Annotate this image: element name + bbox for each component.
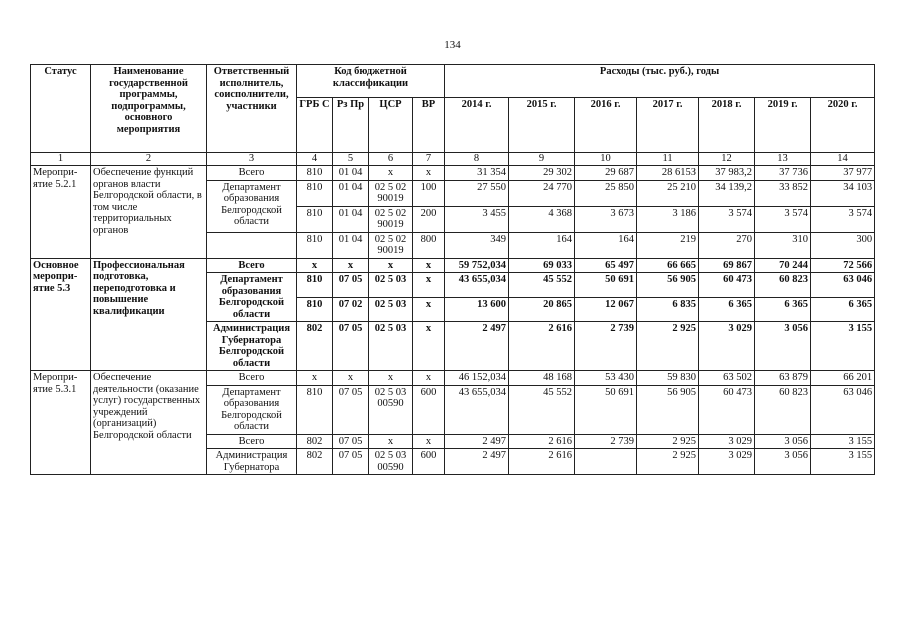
column-number: 5 bbox=[333, 153, 369, 166]
value-cell: 60 823 bbox=[755, 385, 811, 434]
grbs-cell: 810 bbox=[297, 297, 333, 322]
rzpr-cell: 01 04 bbox=[333, 206, 369, 232]
header-year: 2014 г. bbox=[445, 98, 509, 153]
column-number: 12 bbox=[699, 153, 755, 166]
table-row bbox=[31, 371, 875, 386]
csr-cell: 02 5 02 90019 bbox=[369, 206, 413, 232]
rzpr-cell: 07 05 bbox=[333, 434, 369, 449]
grbs-cell: 810 bbox=[297, 166, 333, 181]
header-code-group: Код бюджетной классификации bbox=[297, 65, 445, 98]
value-cell: 56 905 bbox=[637, 273, 699, 298]
header-year: 2017 г. bbox=[637, 98, 699, 153]
grbs-cell: 810 bbox=[297, 273, 333, 298]
vr-cell: 600 bbox=[413, 385, 445, 434]
value-cell: 3 673 bbox=[575, 206, 637, 232]
value-cell: 27 550 bbox=[445, 180, 509, 206]
grbs-cell: 802 bbox=[297, 434, 333, 449]
vr-cell: 600 bbox=[413, 449, 445, 475]
value-cell: 29 302 bbox=[509, 166, 575, 181]
value-cell: 31 354 bbox=[445, 166, 509, 181]
responsible-cell: Администрация Губернатора Белгородской области bbox=[207, 322, 297, 371]
value-cell: 43 655,034 bbox=[445, 385, 509, 434]
column-number: 13 bbox=[755, 153, 811, 166]
value-cell: 70 244 bbox=[755, 258, 811, 273]
value-cell: 50 691 bbox=[575, 273, 637, 298]
value-cell: 164 bbox=[509, 232, 575, 258]
value-cell: 2 616 bbox=[509, 322, 575, 371]
value-cell: 24 770 bbox=[509, 180, 575, 206]
value-cell: 34 139,2 bbox=[699, 180, 755, 206]
value-cell: 53 430 bbox=[575, 371, 637, 386]
column-number: 10 bbox=[575, 153, 637, 166]
rzpr-cell: 07 05 bbox=[333, 385, 369, 434]
csr-cell: х bbox=[369, 258, 413, 273]
value-cell: 3 574 bbox=[811, 206, 875, 232]
value-cell: 63 502 bbox=[699, 371, 755, 386]
value-cell: 2 925 bbox=[637, 449, 699, 475]
value-cell: 63 879 bbox=[755, 371, 811, 386]
header-year: 2016 г. bbox=[575, 98, 637, 153]
responsible-cell: Всего bbox=[207, 258, 297, 273]
value-cell: 34 103 bbox=[811, 180, 875, 206]
grbs-cell: 810 bbox=[297, 206, 333, 232]
value-cell: 2 497 bbox=[445, 434, 509, 449]
responsible-cell: Всего bbox=[207, 434, 297, 449]
value-cell: 60 473 bbox=[699, 385, 755, 434]
value-cell: 60 823 bbox=[755, 273, 811, 298]
value-cell: 69 867 bbox=[699, 258, 755, 273]
status-cell: Меропри-ятие 5.3.1 bbox=[31, 371, 91, 475]
value-cell: 37 983,2 bbox=[699, 166, 755, 181]
value-cell: 219 bbox=[637, 232, 699, 258]
value-cell: 56 905 bbox=[637, 385, 699, 434]
value-cell: 6 365 bbox=[755, 297, 811, 322]
rzpr-cell: 07 05 bbox=[333, 273, 369, 298]
value-cell: 43 655,034 bbox=[445, 273, 509, 298]
vr-cell: х bbox=[413, 166, 445, 181]
value-cell: 2 497 bbox=[445, 322, 509, 371]
value-cell: 48 168 bbox=[509, 371, 575, 386]
value-cell: 59 752,034 bbox=[445, 258, 509, 273]
grbs-cell: 810 bbox=[297, 180, 333, 206]
header-year: 2018 г. bbox=[699, 98, 755, 153]
header-csr: ЦСР bbox=[369, 98, 413, 153]
header-vr: ВР bbox=[413, 98, 445, 153]
vr-cell: 800 bbox=[413, 232, 445, 258]
table-row bbox=[31, 166, 875, 181]
responsible-cell bbox=[207, 232, 297, 258]
rzpr-cell: х bbox=[333, 258, 369, 273]
budget-table bbox=[30, 64, 875, 475]
value-cell: 33 852 bbox=[755, 180, 811, 206]
value-cell: 3 029 bbox=[699, 449, 755, 475]
value-cell: 28 615З bbox=[637, 166, 699, 181]
value-cell: 2 497 bbox=[445, 449, 509, 475]
rzpr-cell: 01 04 bbox=[333, 180, 369, 206]
value-cell: 29 687 bbox=[575, 166, 637, 181]
value-cell: 2 925 bbox=[637, 322, 699, 371]
csr-cell: 02 5 03 bbox=[369, 322, 413, 371]
value-cell: 25 850 bbox=[575, 180, 637, 206]
value-cell: 164 bbox=[575, 232, 637, 258]
value-cell: 6 835 bbox=[637, 297, 699, 322]
value-cell: 13 600 bbox=[445, 297, 509, 322]
value-cell: 3 155 bbox=[811, 434, 875, 449]
value-cell: 37 736 bbox=[755, 166, 811, 181]
grbs-cell: 810 bbox=[297, 232, 333, 258]
vr-cell: х bbox=[413, 273, 445, 298]
responsible-cell: Всего bbox=[207, 371, 297, 386]
table-row bbox=[31, 258, 875, 273]
value-cell: 20 865 bbox=[509, 297, 575, 322]
value-cell: 2 616 bbox=[509, 449, 575, 475]
column-number: 11 bbox=[637, 153, 699, 166]
value-cell: 3 186 bbox=[637, 206, 699, 232]
vr-cell: х bbox=[413, 258, 445, 273]
value-cell: 46 152,034 bbox=[445, 371, 509, 386]
header-expenses-group: Расходы (тыс. руб.), годы bbox=[445, 65, 875, 98]
value-cell: 2 739 bbox=[575, 434, 637, 449]
responsible-cell: Всего bbox=[207, 166, 297, 181]
csr-cell: х bbox=[369, 434, 413, 449]
value-cell: 37 977 bbox=[811, 166, 875, 181]
column-number-row bbox=[31, 153, 875, 166]
vr-cell: 100 bbox=[413, 180, 445, 206]
header-year: 2015 г. bbox=[509, 98, 575, 153]
value-cell: 50 691 bbox=[575, 385, 637, 434]
value-cell: 60 473 bbox=[699, 273, 755, 298]
responsible-cell: Департамент образования Белгородской области bbox=[207, 180, 297, 232]
csr-cell: 02 5 03 00590 bbox=[369, 385, 413, 434]
csr-cell: 02 5 02 90019 bbox=[369, 180, 413, 206]
value-cell: 3 155 bbox=[811, 449, 875, 475]
rzpr-cell: 07 05 bbox=[333, 322, 369, 371]
program-name-cell: Профессиональная подготовка, переподготовка и повышение квалификации bbox=[91, 258, 207, 371]
column-number: 4 bbox=[297, 153, 333, 166]
column-number: 6 bbox=[369, 153, 413, 166]
header-grbs: ГРБ С bbox=[297, 98, 333, 153]
value-cell: 2 616 bbox=[509, 434, 575, 449]
csr-cell: 02 5 03 bbox=[369, 297, 413, 322]
value-cell: 3 029 bbox=[699, 322, 755, 371]
value-cell: 72 566 bbox=[811, 258, 875, 273]
page-number: 134 bbox=[444, 39, 461, 51]
value-cell: 300 bbox=[811, 232, 875, 258]
rzpr-cell: 01 04 bbox=[333, 232, 369, 258]
value-cell: 45 552 bbox=[509, 273, 575, 298]
csr-cell: 02 5 03 bbox=[369, 273, 413, 298]
vr-cell: х bbox=[413, 297, 445, 322]
rzpr-cell: 01 04 bbox=[333, 166, 369, 181]
column-number: 8 bbox=[445, 153, 509, 166]
column-number: 1 bbox=[31, 153, 91, 166]
vr-cell: х bbox=[413, 371, 445, 386]
column-number: 2 bbox=[91, 153, 207, 166]
value-cell: 349 bbox=[445, 232, 509, 258]
status-cell: Меропри-ятие 5.2.1 bbox=[31, 166, 91, 259]
grbs-cell: 802 bbox=[297, 322, 333, 371]
value-cell bbox=[575, 449, 637, 475]
vr-cell: х bbox=[413, 434, 445, 449]
rzpr-cell: 07 02 bbox=[333, 297, 369, 322]
value-cell: 3 455 bbox=[445, 206, 509, 232]
value-cell: 310 bbox=[755, 232, 811, 258]
vr-cell: х bbox=[413, 322, 445, 371]
responsible-cell: Департамент образования Белгородской области bbox=[207, 273, 297, 322]
responsible-cell: Департамент образования Белгородской области bbox=[207, 385, 297, 434]
column-number: 14 bbox=[811, 153, 875, 166]
grbs-cell: х bbox=[297, 258, 333, 273]
value-cell: 63 046 bbox=[811, 273, 875, 298]
column-number: 3 bbox=[207, 153, 297, 166]
value-cell: 6 365 bbox=[699, 297, 755, 322]
value-cell: 45 552 bbox=[509, 385, 575, 434]
value-cell: 3 056 bbox=[755, 434, 811, 449]
column-number: 7 bbox=[413, 153, 445, 166]
responsible-cell: Администрация Губернатора bbox=[207, 449, 297, 475]
value-cell: 25 210 bbox=[637, 180, 699, 206]
value-cell: 2 739 bbox=[575, 322, 637, 371]
value-cell: 3 056 bbox=[755, 322, 811, 371]
value-cell: 66 665 bbox=[637, 258, 699, 273]
rzpr-cell: х bbox=[333, 371, 369, 386]
csr-cell: 02 5 03 00590 bbox=[369, 449, 413, 475]
value-cell: 3 029 bbox=[699, 434, 755, 449]
value-cell: 66 201 bbox=[811, 371, 875, 386]
grbs-cell: 810 bbox=[297, 385, 333, 434]
csr-cell: х bbox=[369, 166, 413, 181]
header-status: Статус bbox=[31, 65, 91, 153]
value-cell: 12 067 bbox=[575, 297, 637, 322]
vr-cell: 200 bbox=[413, 206, 445, 232]
value-cell: 3 155 bbox=[811, 322, 875, 371]
value-cell: 4 368 bbox=[509, 206, 575, 232]
value-cell: 63 046 bbox=[811, 385, 875, 434]
header-rzpr: Рз Пр bbox=[333, 98, 369, 153]
value-cell: 3 574 bbox=[699, 206, 755, 232]
value-cell: 3 056 bbox=[755, 449, 811, 475]
value-cell: 59 830 bbox=[637, 371, 699, 386]
column-number: 9 bbox=[509, 153, 575, 166]
csr-cell: х bbox=[369, 371, 413, 386]
header-year: 2020 г. bbox=[811, 98, 875, 153]
value-cell: 6 365 bbox=[811, 297, 875, 322]
grbs-cell: 802 bbox=[297, 449, 333, 475]
grbs-cell: х bbox=[297, 371, 333, 386]
header-responsible: Ответственный исполнитель, соисполнители, участники bbox=[207, 65, 297, 153]
program-name-cell: Обеспечение функций органов власти Белгородской области, в том числе территориальных органов bbox=[91, 166, 207, 259]
csr-cell: 02 5 02 90019 bbox=[369, 232, 413, 258]
value-cell: 3 574 bbox=[755, 206, 811, 232]
status-cell: Основное меропри-ятие 5.3 bbox=[31, 258, 91, 371]
value-cell: 270 bbox=[699, 232, 755, 258]
value-cell: 65 497 bbox=[575, 258, 637, 273]
value-cell: 69 033 bbox=[509, 258, 575, 273]
rzpr-cell: 07 05 bbox=[333, 449, 369, 475]
program-name-cell: Обеспечение деятельности (оказание услуг) государственных учреждений (организаций) Белгородской области bbox=[91, 371, 207, 475]
header-year: 2019 г. bbox=[755, 98, 811, 153]
header-name: Наименование государственной программы, подпрограммы, основного мероприятия bbox=[91, 65, 207, 153]
value-cell: 2 925 bbox=[637, 434, 699, 449]
